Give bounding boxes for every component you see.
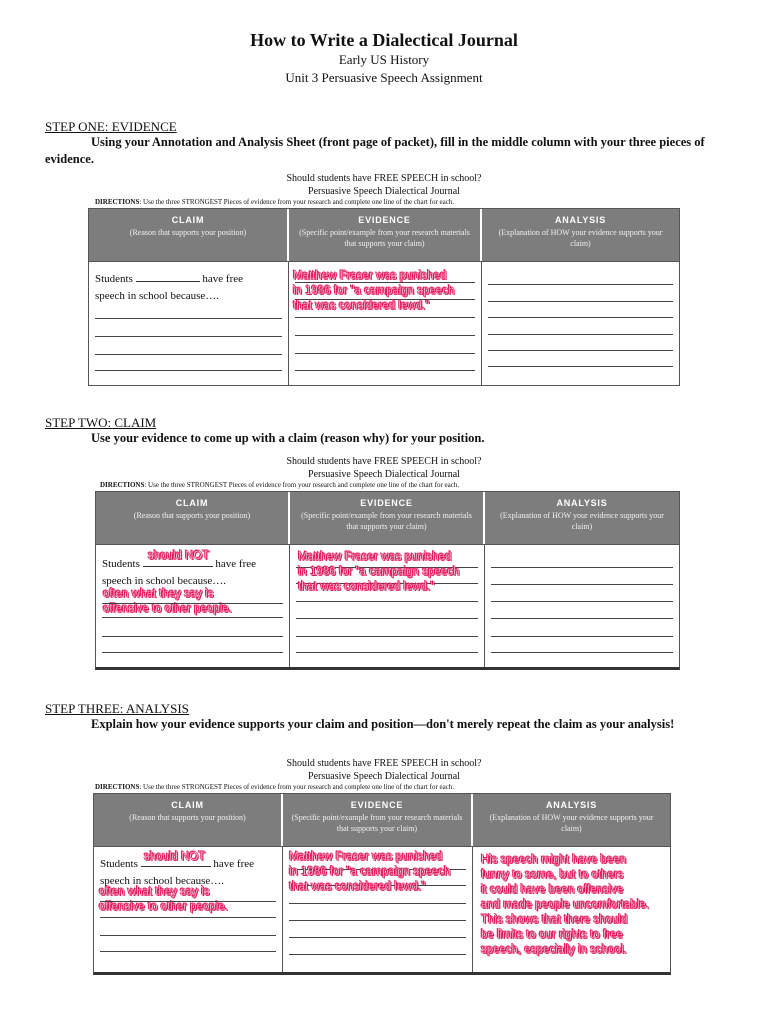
analysis-cell [482,262,679,385]
handwritten-reason: often what they say is offensive to other people. [99,886,228,913]
analysis-cell [473,847,670,972]
handwritten-analysis: His speech might have been funny to some, but to others it could have been offensive and made people uncomfortable. This shows that there should be limits to our rights to free speech, especially in school. [481,854,650,956]
claim-cell [89,262,289,385]
evidence-cell [283,847,473,972]
journal-directions-1: DIRECTIONS: Use the three STRONGEST Pieces of evidence from your research and complete one line of the chart for each. [95,198,455,206]
column-evidence-header: EVIDENCE (Specific point/example from your research materials that supports your claim) [289,209,482,261]
journal-question-2: Should students have FREE SPEECH in school? [286,456,482,467]
journal-chart-1 [88,208,680,386]
handwritten-reason: often what they say is offensive to other people. [103,588,232,615]
page-title: How to Write a Dialectical Journal [250,30,518,50]
column-claim-header: CLAIM (Reason that supports your position) [94,794,283,846]
claim-cell [94,847,283,972]
assignment-name: Unit 3 Persuasive Speech Assignment [285,70,483,85]
claim-text: Students have free speech in school because…. [100,855,278,890]
claim-text: Students have free speech in school because…. [102,555,285,590]
step-one-instruction: Using your Annotation and Analysis Sheet (front page of packet), fill in the middle column with your three pieces of evidence. [45,135,705,166]
step-one-heading: STEP ONE: EVIDENCE [45,119,177,134]
handwritten-evidence: Matthew Fraser was punished in 1986 for "a campaign speech that was considered lewd." [289,851,451,893]
journal-subtitle-1: Persuasive Speech Dialectical Journal [308,186,460,197]
chart-header [96,492,679,545]
column-analysis-header: ANALYSIS (Explanation of HOW your evidence supports your claim) [489,800,654,833]
handwritten-evidence: Matthew Fraser was punished in 1986 for "a campaign speech that was considered lewd." [293,270,455,312]
chart-header [89,209,679,262]
journal-subtitle-3: Persuasive Speech Dialectical Journal [308,771,460,782]
column-evidence-header: EVIDENCE (Specific point/example from your research materials that supports your claim) [290,492,485,544]
claim-text: Students have free speech in school because…. [95,270,284,305]
step-three-heading: STEP THREE: ANALYSIS [45,701,189,716]
column-claim-header: CLAIM (Reason that supports your position) [89,209,289,261]
journal-chart-3 [93,793,671,975]
journal-question-1: Should students have FREE SPEECH in school? [286,173,482,184]
step-two-heading: STEP TWO: CLAIM [45,415,157,430]
step-two-instruction: Use your evidence to come up with a claim (reason why) for your position. [91,431,485,445]
journal-subtitle-2: Persuasive Speech Dialectical Journal [308,469,460,480]
column-analysis-header: ANALYSIS (Explanation of HOW your evidence supports your claim) [498,215,663,248]
journal-question-3: Should students have FREE SPEECH in school? [286,758,482,769]
analysis-cell [485,545,679,667]
column-analysis-header: ANALYSIS (Explanation of HOW your evidence supports your claim) [500,498,664,531]
evidence-cell [290,545,485,667]
chart-header [94,794,670,847]
step-three-instruction: Explain how your evidence supports your claim and position—don't merely repeat the claim as your analysis! [91,717,675,731]
course-name: Early US History [338,52,430,67]
journal-chart-2 [95,491,680,670]
handwritten-position: should NOT [144,851,206,863]
evidence-cell [289,262,482,385]
claim-blank [136,270,200,282]
column-claim-header: CLAIM (Reason that supports your position) [96,492,290,544]
handwritten-position: should NOT [148,550,210,562]
claim-cell [96,545,290,667]
journal-directions-2: DIRECTIONS: Use the three STRONGEST Pieces of evidence from your research and complete one line of the chart for each. [100,481,460,489]
handwritten-evidence: Matthew Fraser was punished in 1986 for "a campaign speech that was considered lewd." [298,551,460,593]
column-evidence-header: EVIDENCE (Specific point/example from your research materials that supports your claim) [283,794,473,846]
journal-directions-3: DIRECTIONS: Use the three STRONGEST Pieces of evidence from your research and complete one line of the chart for each. [95,783,455,791]
